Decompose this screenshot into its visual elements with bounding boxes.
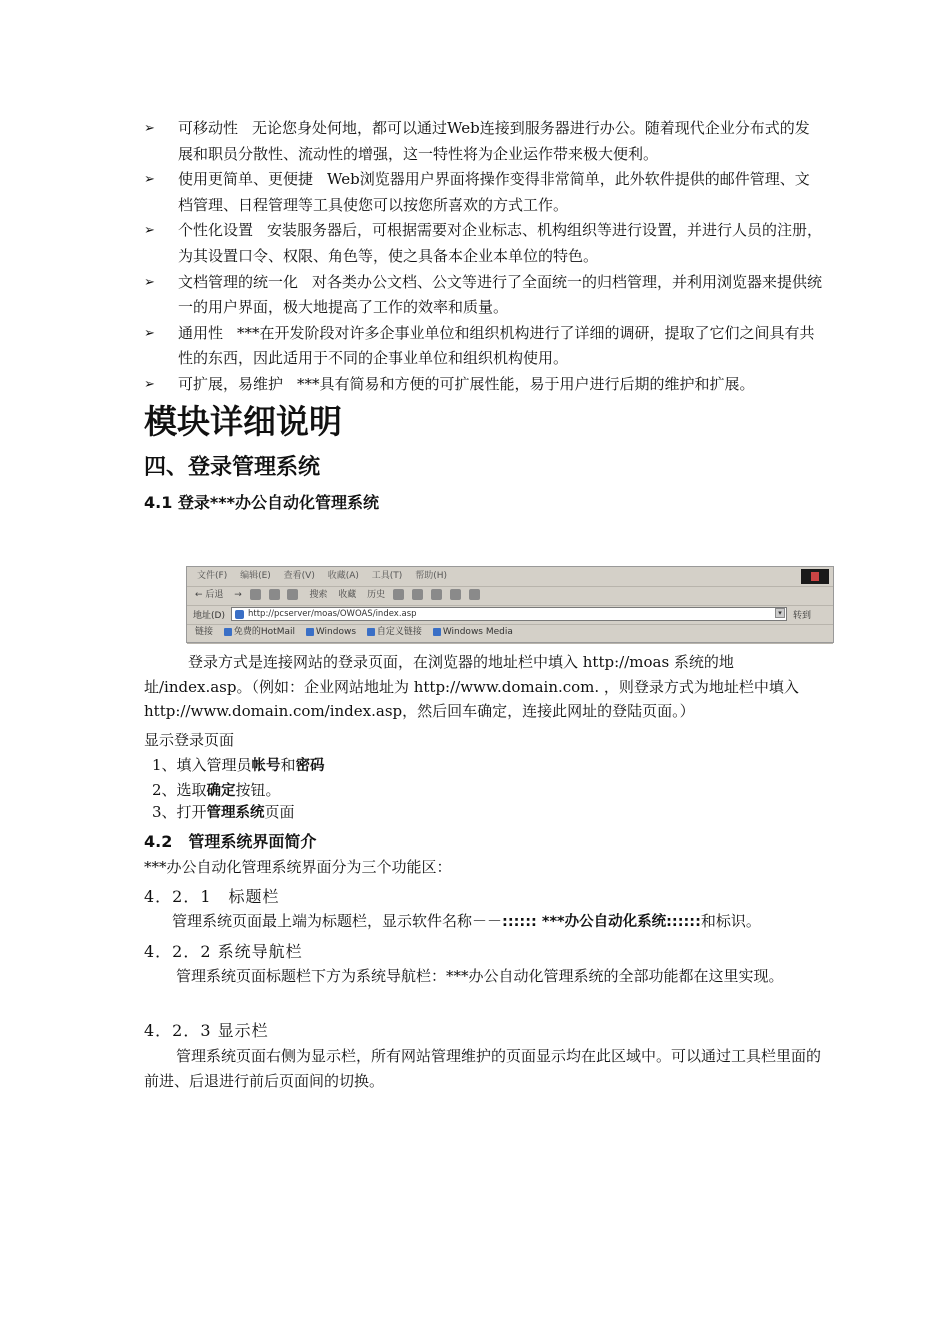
step-3: 3、打开管理系统页面: [152, 803, 295, 821]
subsection-heading-4-1: 4.1 登录***办公自动化管理系统: [144, 493, 380, 512]
login-description: 登录方式是连接网站的登录页面，在浏览器的地址栏中填入 http://moas 系统的地址/index.asp。（例如：企业网站地址为 http://www.domain.com. ，则登录方式为地址栏中填入 http://www.domain.com/index.asp，然后回车确定，连接此网址的登陆页面。）: [144, 653, 799, 720]
list-item: ➢ 可扩展，易维护 ***具有简易和方便的可扩展性能，易于用户进行后期的维护和扩展。: [144, 372, 824, 398]
browser-toolbar: [187, 586, 833, 606]
arrow-bullet-icon: ➢: [144, 223, 155, 239]
stop-icon: [250, 589, 261, 600]
mail-icon: [393, 589, 404, 600]
arrow-bullet-icon: ➢: [144, 121, 155, 136]
arrow-bullet-icon: ➢: [144, 325, 155, 341]
subsection-heading-4-2-2: 4．2．2 系统导航栏: [144, 942, 303, 961]
print-icon: [412, 589, 423, 600]
back-button: ← 后退: [195, 590, 224, 600]
arrow-bullet-icon: ➢: [144, 172, 155, 188]
browser-links-bar: [187, 624, 833, 644]
messenger-icon: [469, 589, 480, 600]
sec421-text: 管理系统页面最上端为标题栏，显示软件名称－－:::::: ***办公自动化系统::::::和标识。: [172, 912, 761, 930]
subsection-heading-4-2: 4.2 管理系统界面简介: [144, 832, 317, 851]
link-windows-media: Windows Media: [433, 624, 513, 641]
address-field: http://pcserver/moas/OWOAS/index.asp: [231, 607, 787, 621]
subsection-heading-4-2-3: 4．2．3 显示栏: [144, 1021, 269, 1040]
link-hotmail: 免费的HotMail: [224, 624, 295, 641]
windows-logo-icon: [801, 569, 829, 584]
sec42-text: ***办公自动化管理系统界面分为三个功能区：: [144, 858, 452, 876]
favorites-button: 收藏: [338, 590, 357, 600]
history-button: 历史: [367, 590, 386, 600]
edit-icon: [431, 589, 442, 600]
list-item: ➢ 通用性 ***在开发阶段对许多企事业单位和组织机构进行了详细的调研，提取了它们之间具有共性的东西，因此适用于不同的企事业单位和组织机构使用。: [144, 321, 824, 372]
section-heading: 四、登录管理系统: [144, 455, 321, 480]
menu-item-view: 查看(V): [283, 571, 315, 581]
search-button: 搜索: [309, 590, 328, 600]
menu-item-file: 文件(F): [197, 571, 228, 581]
go-button: 转到: [793, 611, 812, 621]
chevron-down-icon: ▾: [775, 608, 785, 618]
menu-item-help: 帮助(H): [415, 571, 447, 581]
address-label: 地址(D): [193, 611, 225, 621]
list-item: ➢ 个性化设置 安装服务器后，可根据需要对企业标志、机构组织等进行设置，并进行人员的注册，为其设置口令、权限、角色等，使之具备本企业本单位的特色。: [144, 218, 824, 269]
sec422-text: 管理系统页面标题栏下方为系统导航栏：***办公自动化管理系统的全部功能都在这里实现。: [176, 967, 784, 985]
menu-item-edit: 编辑(E): [240, 571, 271, 581]
chapter-heading: 模块详细说明: [144, 402, 342, 441]
sec423-text: 管理系统页面右侧为显示栏，所有网站管理维护的页面显示均在此区域中。可以通过工具栏里面的前进、后退进行前后页面间的切换。: [144, 1047, 822, 1090]
link-custom: 自定义链接: [367, 624, 422, 641]
list-item: ➢ 可移动性 无论您身处何地，都可以通过Web连接到服务器进行办公。随着现代企业分布式的发展和职员分散性、流动性的增强，这一特性将为企业运作带来极大便利。: [144, 116, 824, 167]
browser-menu-bar: [187, 567, 833, 587]
list-item: ➢ 文档管理的统一化 对各类办公文档、公文等进行了全面统一的归档管理，并利用浏览器来提供统一的用户界面，极大地提高了工作的效率和质量。: [144, 270, 824, 321]
browser-screenshot: [186, 566, 834, 643]
link-windows: Windows: [306, 624, 356, 641]
step-2: 2、选取确定按钮。: [152, 781, 281, 799]
browser-address-bar: [187, 605, 833, 625]
menu-item-favorites: 收藏(A): [327, 571, 359, 581]
forward-button: →: [234, 590, 242, 600]
list-item: ➢ 使用更简单、更便捷 Web浏览器用户界面将操作变得非常简单，此外软件提供的邮件管理、文档管理、日程管理等工具使您可以按您所喜欢的方式工作。: [144, 167, 824, 218]
step-1: 1、填入管理员帐号和密码: [152, 756, 325, 774]
arrow-bullet-icon: ➢: [144, 376, 155, 392]
subsection-heading-4-2-1: 4．2．1 标题栏: [144, 887, 280, 906]
feature-list: [144, 116, 824, 398]
show-login-text: 显示登录页面: [144, 731, 235, 749]
links-label: 链接: [195, 627, 214, 637]
arrow-bullet-icon: ➢: [144, 274, 155, 290]
discuss-icon: [450, 589, 461, 600]
home-icon: [287, 589, 298, 600]
refresh-icon: [269, 589, 280, 600]
menu-item-tools: 工具(T): [371, 571, 403, 581]
